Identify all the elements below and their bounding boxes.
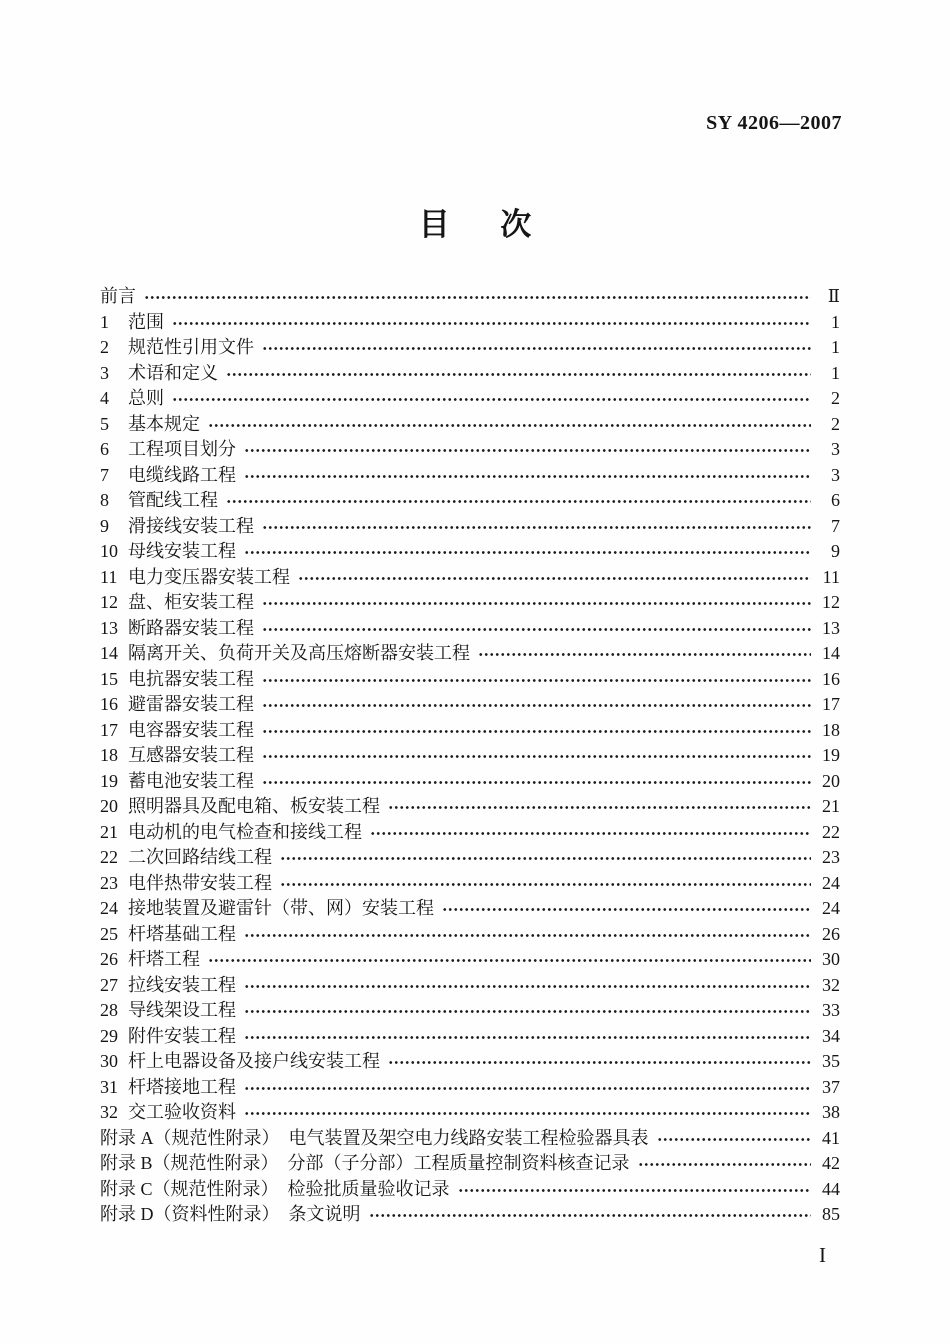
toc-dot-leader [244, 473, 811, 480]
toc-dot-leader [388, 1059, 811, 1066]
toc-dot-leader [262, 626, 811, 633]
toc-dot-leader [370, 830, 811, 837]
toc-entry-page: 1 [831, 362, 840, 383]
toc-entry-label: 接地装置及避雷针（带、网）安装工程 [128, 898, 434, 918]
toc-entry-number: 9 [100, 515, 109, 536]
toc-dot-leader [262, 677, 811, 684]
toc-entry [100, 641, 840, 667]
toc-dot-leader [262, 345, 811, 352]
toc-entry-number: 20 [100, 796, 118, 816]
toc-dot-leader [244, 1008, 811, 1015]
toc-entry-number: 12 [100, 592, 118, 612]
toc-entry [100, 1202, 840, 1228]
toc-dot-leader [172, 320, 811, 327]
toc-entry-number: 30 [100, 1051, 118, 1071]
toc-entry-label: 杆塔接地工程 [128, 1076, 236, 1097]
toc-entry-page: 1 [831, 337, 840, 357]
toc-entry-label: 蓄电池安装工程 [128, 770, 254, 791]
toc-dot-leader [244, 932, 811, 939]
toc-entry [100, 871, 840, 897]
toc-dot-leader [244, 1034, 811, 1041]
toc-entry [100, 335, 840, 361]
toc-entry-label: 滑接线安装工程 [128, 515, 254, 536]
toc-entry-page: 44 [822, 1178, 840, 1199]
toc-entry-page: 9 [831, 541, 840, 561]
toc-dot-leader [657, 1136, 812, 1143]
toc-entry-label: 电动机的电气检查和接线工程 [128, 821, 362, 842]
toc-entry-number: 3 [100, 362, 109, 383]
toc-entry-number: 22 [100, 847, 118, 867]
toc-entry-label: 杆上电器设备及接户线安装工程 [128, 1051, 380, 1071]
toc-entry-page: 11 [822, 566, 840, 587]
toc-entry-number: 6 [100, 439, 109, 459]
toc-entry-number: 11 [100, 566, 118, 587]
toc-entry-label: 范围 [128, 311, 164, 332]
toc-entry-page: 35 [822, 1051, 840, 1071]
toc-entry-label: 附录 D（资料性附录） 条文说明 [100, 1204, 361, 1224]
toc-entry-number: 19 [100, 770, 118, 791]
toc-dot-leader [262, 600, 811, 607]
toc-entry [100, 1024, 840, 1050]
toc-entry-number: 18 [100, 745, 118, 765]
toc-entry-page: 17 [822, 694, 840, 714]
toc-entry-label: 工程项目划分 [128, 439, 236, 459]
toc-entry-number: 14 [100, 643, 118, 663]
toc-entry-label: 前言 [100, 286, 136, 306]
toc-entry-label: 术语和定义 [128, 362, 218, 383]
toc-entry-label: 交工验收资料 [128, 1102, 236, 1122]
toc-entry [100, 667, 840, 693]
toc-entry-number: 32 [100, 1102, 118, 1122]
toc-entry-page: 34 [822, 1025, 840, 1046]
toc-entry [100, 463, 840, 489]
toc-entry-number: 2 [100, 337, 109, 357]
toc-entry-label: 管配线工程 [128, 490, 218, 510]
toc-entry-page: 12 [822, 592, 840, 612]
toc-entry-page: 26 [822, 923, 840, 944]
toc-dot-leader [262, 753, 811, 760]
toc-entry-number: 29 [100, 1025, 118, 1046]
toc-entry [100, 794, 840, 820]
toc-dot-leader [638, 1161, 811, 1168]
toc-entry-number: 5 [100, 413, 109, 434]
toc-entry-number: 16 [100, 694, 118, 714]
toc-dot-leader [144, 294, 811, 301]
toc-entry-page: 33 [822, 1000, 840, 1020]
toc-dot-leader [244, 549, 811, 556]
toc-entry-label: 母线安装工程 [128, 541, 236, 561]
toc-entry-page: 32 [822, 974, 840, 995]
toc-dot-leader [280, 855, 811, 862]
toc-entry-page: 2 [831, 388, 840, 408]
toc-entry [100, 692, 840, 718]
toc-entry-label: 导线架设工程 [128, 1000, 236, 1020]
toc-entry-label: 基本规定 [128, 413, 200, 434]
toc-entry [100, 361, 840, 387]
toc-entry-page: Ⅱ [827, 286, 840, 306]
toc-entry [100, 1100, 840, 1126]
toc-entry [100, 1126, 840, 1152]
toc-entry-label: 电抗器安装工程 [128, 668, 254, 689]
toc-entry [100, 922, 840, 948]
toc-entry-page: 21 [822, 796, 840, 816]
toc-entry-label: 附件安装工程 [128, 1025, 236, 1046]
toc-entry [100, 310, 840, 336]
toc-entry-label: 附录 B（规范性附录） 分部（子分部）工程质量控制资料核查记录 [100, 1153, 630, 1173]
toc-entry-page: 85 [822, 1204, 840, 1224]
toc-entry-label: 规范性引用文件 [128, 337, 254, 357]
toc-entry-number: 28 [100, 1000, 118, 1020]
toc-entry-number: 8 [100, 490, 109, 510]
toc-dot-leader [369, 1212, 812, 1219]
toc-dot-leader [478, 651, 811, 658]
toc-dot-leader [262, 779, 811, 786]
toc-entry [100, 820, 840, 846]
toc-entry-page: 42 [822, 1153, 840, 1173]
toc-dot-leader [208, 957, 811, 964]
toc-entry [100, 386, 840, 412]
toc-entry-number: 25 [100, 923, 118, 944]
page-title: 目 次 [418, 207, 532, 242]
toc-entry-page: 7 [831, 515, 840, 536]
toc-entry-page: 20 [822, 770, 840, 791]
toc-entry-number: 13 [100, 617, 118, 638]
toc-entry-label: 电力变压器安装工程 [128, 566, 290, 587]
toc-entry-page: 14 [822, 643, 840, 663]
toc-entry-label: 附录 A（规范性附录） 电气装置及架空电力线路安装工程检验器具表 [100, 1127, 649, 1148]
toc-entry-label: 盘、柜安装工程 [128, 592, 254, 612]
toc-entry-page: 6 [831, 490, 840, 510]
toc-entry-page: 1 [831, 311, 840, 332]
toc-entry [100, 437, 840, 463]
standard-code: SY 4206—2007 [706, 112, 842, 134]
toc-dot-leader [388, 804, 811, 811]
toc-dot-leader [458, 1187, 811, 1194]
toc-entry-page: 19 [822, 745, 840, 765]
toc-entry [100, 845, 840, 871]
toc-entry-page: 18 [822, 719, 840, 740]
toc-entry-label: 照明器具及配电箱、板安装工程 [128, 796, 380, 816]
toc-entry-label: 电伴热带安装工程 [128, 872, 272, 893]
toc-entry [100, 947, 840, 973]
toc-entry-page: 24 [822, 872, 840, 893]
toc-dot-leader [244, 983, 811, 990]
toc-entry-page: 16 [822, 668, 840, 689]
toc-entry-page: 13 [822, 617, 840, 638]
toc-dot-leader [172, 396, 811, 403]
footer-page-number: I [819, 1243, 826, 1267]
toc-list [100, 284, 840, 1228]
toc-entry [100, 514, 840, 540]
toc-entry-label: 电容器安装工程 [128, 719, 254, 740]
toc-entry [100, 1177, 840, 1203]
toc-entry-number: 26 [100, 949, 118, 969]
toc-dot-leader [244, 447, 811, 454]
toc-dot-leader [262, 702, 811, 709]
toc-entry [100, 718, 840, 744]
toc-entry-label: 隔离开关、负荷开关及高压熔断器安装工程 [128, 643, 470, 663]
toc-entry-page: 22 [822, 821, 840, 842]
toc-dot-leader [244, 1085, 811, 1092]
toc-entry [100, 743, 840, 769]
toc-entry [100, 539, 840, 565]
toc-entry [100, 1151, 840, 1177]
toc-entry [100, 488, 840, 514]
toc-entry-page: 3 [831, 439, 840, 459]
toc-entry-label: 杆塔工程 [128, 949, 200, 969]
toc-entry [100, 1075, 840, 1101]
toc-entry [100, 284, 840, 310]
toc-dot-leader [226, 371, 811, 378]
toc-entry-number: 21 [100, 821, 118, 842]
toc-entry [100, 769, 840, 795]
toc-entry-page: 23 [822, 847, 840, 867]
toc-entry-label: 电缆线路工程 [128, 464, 236, 485]
toc-entry-label: 二次回路结线工程 [128, 847, 272, 867]
toc-entry-label: 断路器安装工程 [128, 617, 254, 638]
toc-entry-number: 7 [100, 464, 109, 485]
toc-entry [100, 616, 840, 642]
toc-entry-number: 31 [100, 1076, 118, 1097]
toc-dot-leader [262, 728, 811, 735]
toc-entry-number: 10 [100, 541, 118, 561]
toc-entry-page: 2 [831, 413, 840, 434]
toc-entry [100, 565, 840, 591]
toc-entry-number: 15 [100, 668, 118, 689]
toc-dot-leader [262, 524, 811, 531]
toc-entry-label: 附录 C（规范性附录） 检验批质量验收记录 [100, 1178, 450, 1199]
toc-entry-number: 1 [100, 311, 109, 332]
toc-entry [100, 973, 840, 999]
toc-dot-leader [298, 575, 811, 582]
toc-entry-label: 拉线安装工程 [128, 974, 236, 995]
toc-entry-number: 4 [100, 388, 109, 408]
toc-entry-label: 互感器安装工程 [128, 745, 254, 765]
toc-dot-leader [226, 498, 811, 505]
toc-entry-page: 3 [831, 464, 840, 485]
toc-entry-number: 27 [100, 974, 118, 995]
toc-entry-number: 23 [100, 872, 118, 893]
toc-dot-leader [442, 906, 811, 913]
toc-entry-page: 30 [822, 949, 840, 969]
toc-entry [100, 1049, 840, 1075]
toc-entry-page: 37 [822, 1076, 840, 1097]
toc-entry [100, 412, 840, 438]
toc-entry-page: 24 [822, 898, 840, 918]
toc-entry [100, 896, 840, 922]
toc-entry-label: 杆塔基础工程 [128, 923, 236, 944]
toc-entry-number: 17 [100, 719, 118, 740]
toc-dot-leader [244, 1110, 811, 1117]
toc-dot-leader [208, 422, 811, 429]
toc-entry-page: 41 [822, 1127, 840, 1148]
toc-entry [100, 998, 840, 1024]
toc-entry-label: 总则 [128, 388, 164, 408]
toc-entry-number: 24 [100, 898, 118, 918]
toc-entry-page: 38 [822, 1102, 840, 1122]
toc-entry [100, 590, 840, 616]
toc-entry-label: 避雷器安装工程 [128, 694, 254, 714]
toc-dot-leader [280, 881, 811, 888]
